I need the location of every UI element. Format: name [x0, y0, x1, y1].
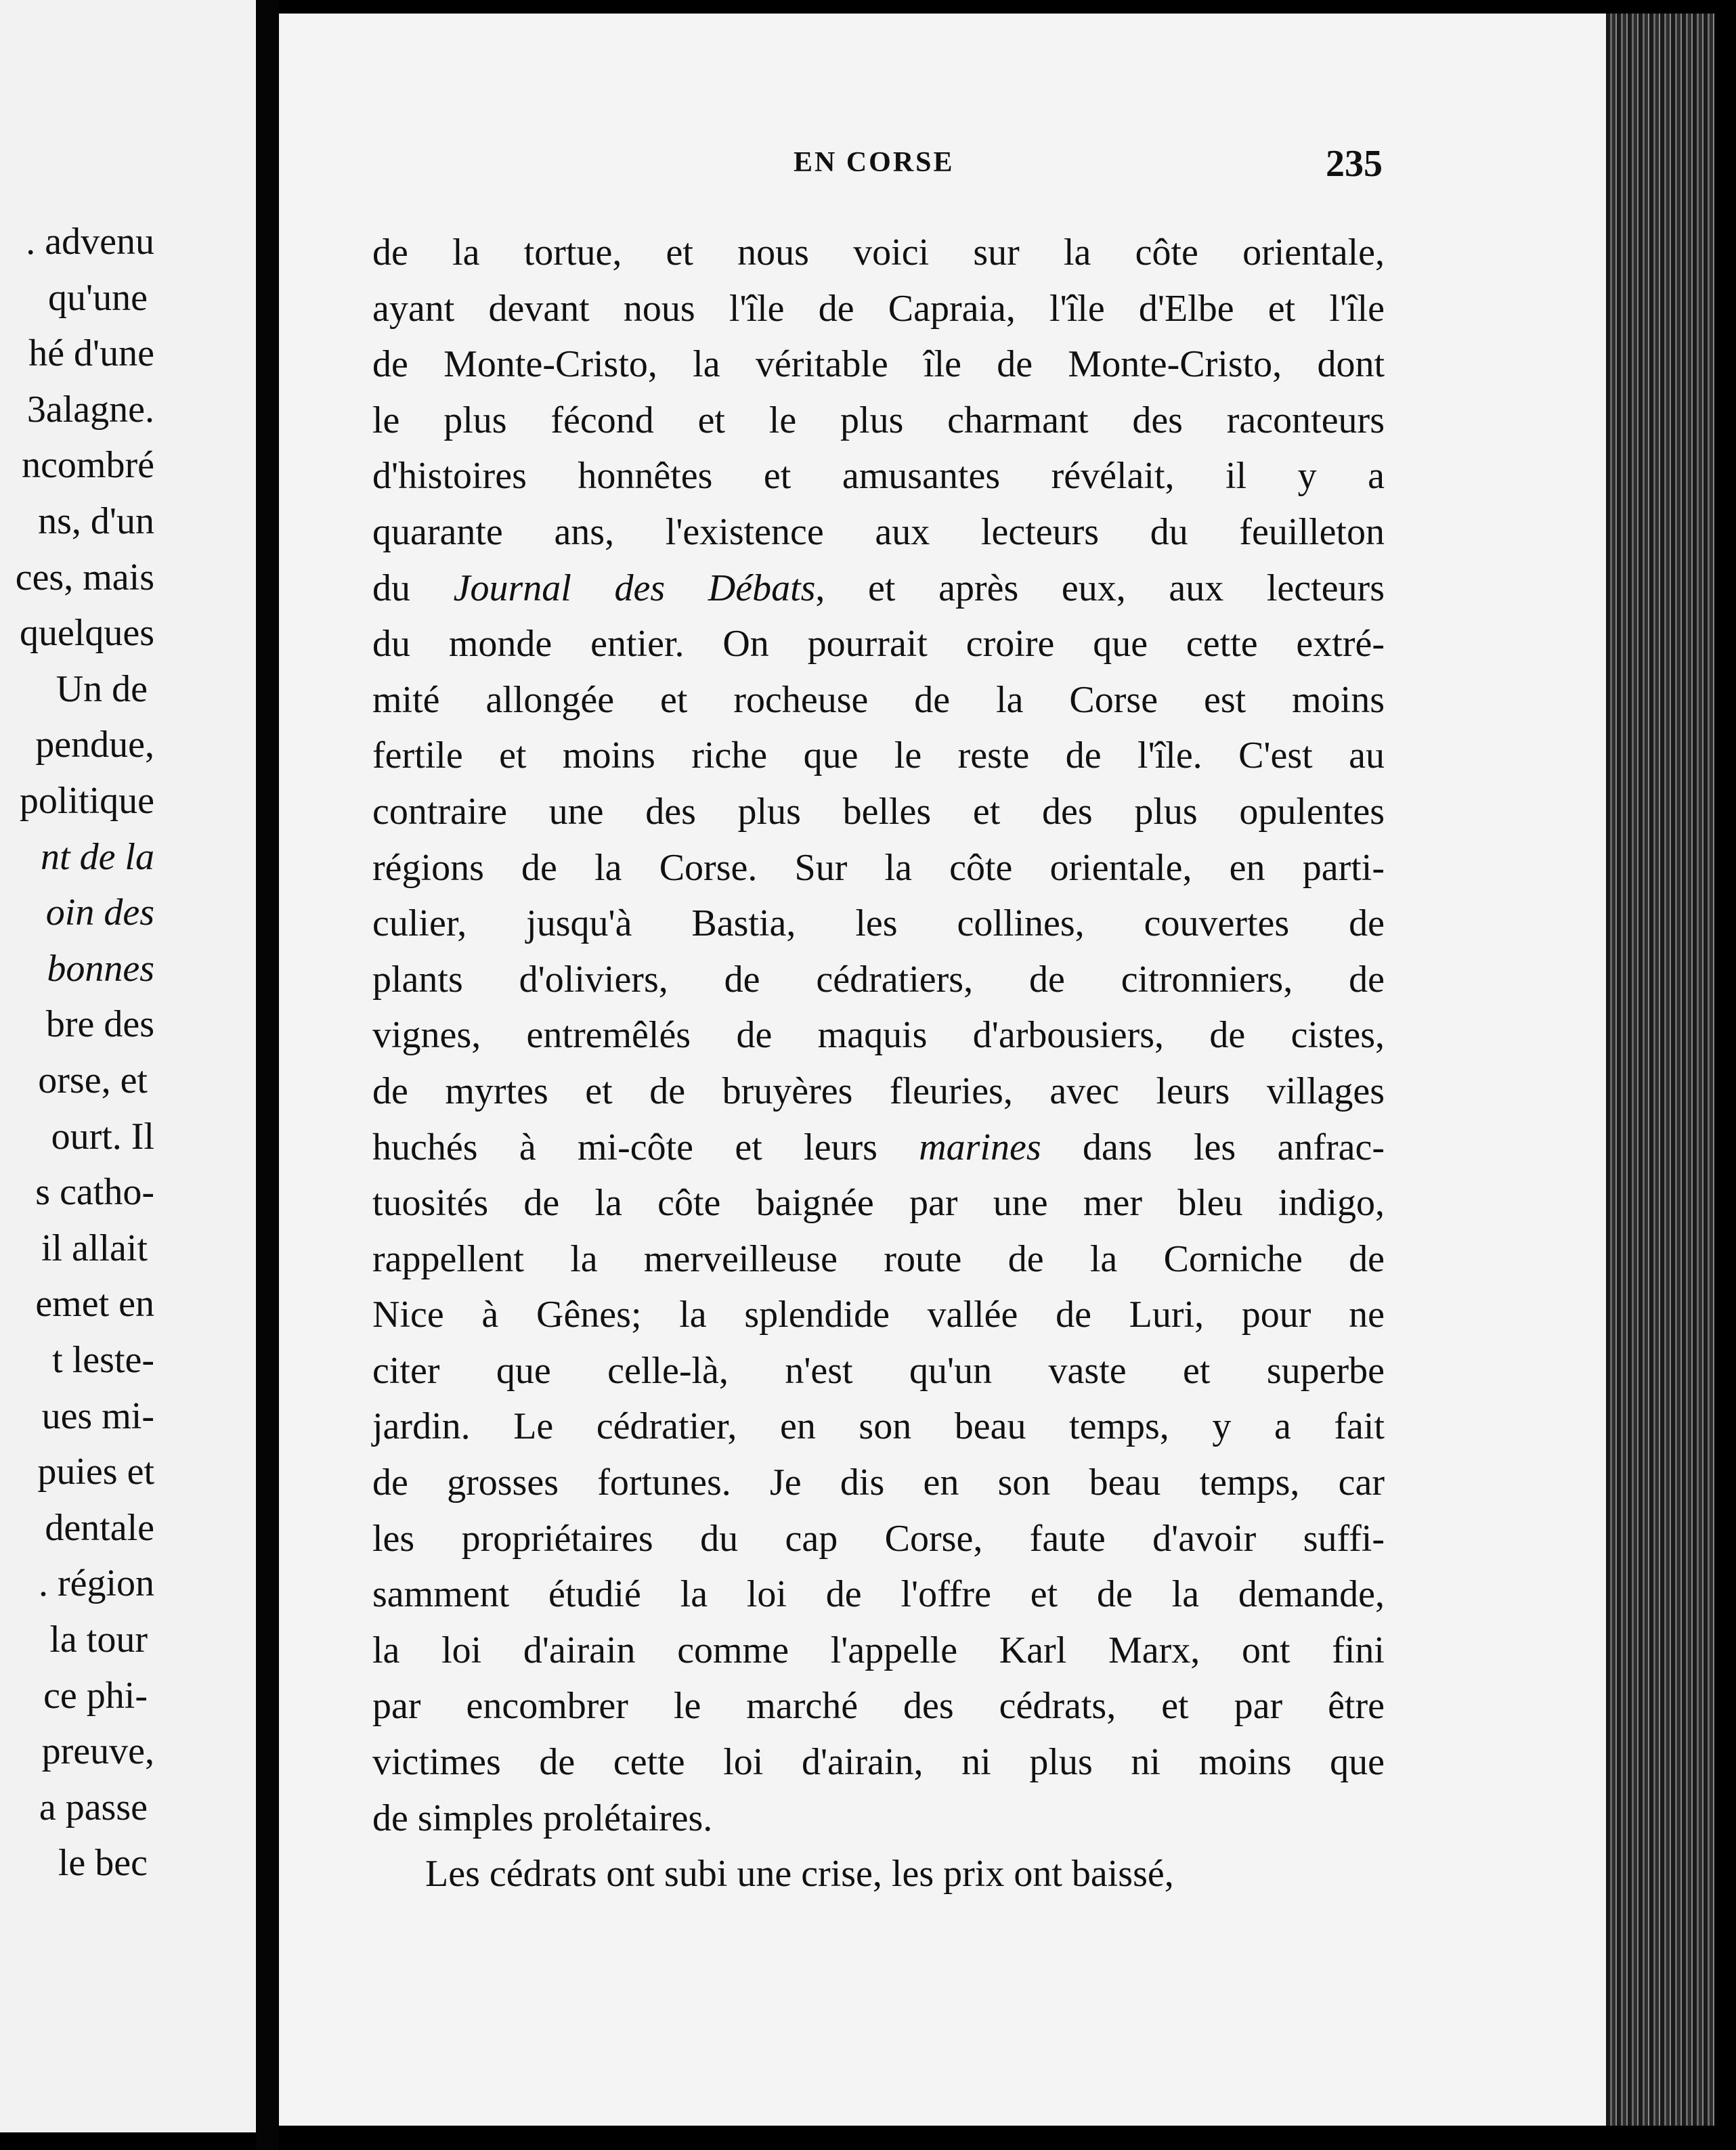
left-page-line: 3alagne. [26, 388, 154, 431]
left-page-line: bonnes [47, 947, 154, 990]
left-page-line: nt de la [41, 835, 154, 878]
left-page-line: . région [38, 1562, 154, 1605]
left-page-line: emet en [35, 1283, 154, 1325]
left-page-line: . advenu [26, 221, 154, 263]
body-line: ayant devant nous l'île de Capraia, l'île d'Elbe et l'île [372, 287, 1385, 330]
left-page-line: ns, d'un [38, 500, 154, 542]
left-page-line: bre des [45, 1003, 154, 1046]
left-page-line: dentale [45, 1506, 154, 1549]
body-line: les propriétaires du cap Corse, faute d'avoir suffi- [372, 1517, 1385, 1560]
body-line-text: dans les anfrac- [1041, 1126, 1385, 1168]
left-page-line: a passe [39, 1786, 148, 1828]
page-number: 235 [1326, 143, 1383, 185]
body-line: d'histoires honnêtes et amusantes révélait, il y a [372, 455, 1385, 498]
body-line-text: , et après eux, aux lecteurs [815, 567, 1385, 609]
body-line: vignes, entremêlés de maquis d'arbousiers, de cistes, [372, 1014, 1385, 1057]
body-line: de grosses fortunes. Je dis en son beau temps, car [372, 1462, 1385, 1504]
body-line: Nice à Gênes; la splendide vallée de Luri, pour ne [372, 1294, 1385, 1336]
left-page-line: Un de [56, 667, 148, 710]
body-line: de simples prolétaires. [372, 1797, 713, 1839]
right-page [279, 14, 1606, 2126]
left-page-line: il allait [41, 1227, 148, 1269]
body-text [372, 225, 1385, 1902]
body-line: contraire une des plus belles et des plus opulentes [372, 790, 1385, 833]
body-line-text: du [372, 567, 454, 609]
scan-border [1714, 0, 1736, 2150]
left-page-line: quelques [19, 612, 154, 655]
left-page-line: la tour [49, 1619, 148, 1661]
left-page-line: ces, mais [15, 556, 154, 598]
body-line: victimes de cette loi d'airain, ni plus ni moins que [372, 1741, 1385, 1784]
left-page-line: pendue, [35, 724, 154, 766]
left-page-line: s catho- [35, 1171, 154, 1214]
body-line: jardin. Le cédratier, en son beau temps, y a fait [372, 1405, 1385, 1448]
body-line: de myrtes et de bruyères fleuries, avec leurs villages [372, 1070, 1385, 1112]
running-title: EN CORSE [794, 147, 955, 178]
left-page-line: qu'une [48, 276, 148, 319]
left-page-line: ncombré [22, 444, 154, 487]
body-line [372, 1120, 1385, 1176]
left-page-line: preuve, [41, 1730, 154, 1773]
body-line-text: huchés à mi-côte et leurs [372, 1126, 919, 1168]
body-line: de Monte-Cristo, la véritable île de Monte-Cristo, dont [372, 343, 1385, 386]
next-paragraph-line: Les cédrats ont subi une crise, les prix ont baissé, [425, 1853, 1174, 1895]
italic-phrase: Journal des Débats [453, 567, 816, 609]
left-page-line: ues mi- [41, 1395, 154, 1437]
italic-phrase: marines [919, 1126, 1041, 1168]
body-line: régions de la Corse. Sur la côte orientale, en parti- [372, 846, 1385, 889]
left-page-line: hé d'une [28, 332, 154, 375]
body-line: de la tortue, et nous voici sur la côte orientale, [372, 232, 1385, 273]
body-line: par encombrer le marché des cédrats, et par être [372, 1685, 1385, 1728]
body-line: citer que celle-là, n'est qu'un vaste et superbe [372, 1349, 1385, 1392]
body-line: fertile et moins riche que le reste de l'île. C'est au [372, 734, 1385, 777]
body-line: quarante ans, l'existence aux lecteurs du feuilleton [372, 510, 1385, 553]
left-page-line: t leste- [52, 1339, 154, 1381]
left-page-line: ourt. Il [51, 1115, 154, 1158]
left-page-line: le bec [58, 1842, 148, 1885]
book-gutter [256, 0, 279, 2150]
left-page-line: orse, et [38, 1059, 148, 1101]
body-line: le plus fécond et le plus charmant des raconteurs [372, 399, 1385, 441]
body-line: rappellent la merveilleuse route de la Corniche de [372, 1237, 1385, 1280]
body-line: la loi d'airain comme l'appelle Karl Marx, ont fini [372, 1629, 1385, 1671]
left-page-line: ce phi- [43, 1674, 148, 1717]
body-line [372, 561, 1385, 617]
body-line: plants d'oliviers, de cédratiers, de citronniers, de [372, 958, 1385, 1001]
left-page-line: oin des [45, 892, 154, 934]
left-page-line: politique [19, 780, 154, 822]
left-page-line: puies et [37, 1451, 154, 1493]
left-page [0, 0, 256, 2132]
body-line: du monde entier. On pourrait croire que cette extré- [372, 623, 1385, 665]
body-line: samment étudié la loi de l'offre et de la demande, [372, 1573, 1385, 1616]
body-line: tuosités de la côte baignée par une mer bleu indigo, [372, 1182, 1385, 1225]
body-line: culier, jusqu'à Bastia, les collines, couvertes de [372, 902, 1385, 945]
page-edges [1606, 14, 1714, 2126]
body-line: mité allongée et rocheuse de la Corse est moins [372, 678, 1385, 721]
